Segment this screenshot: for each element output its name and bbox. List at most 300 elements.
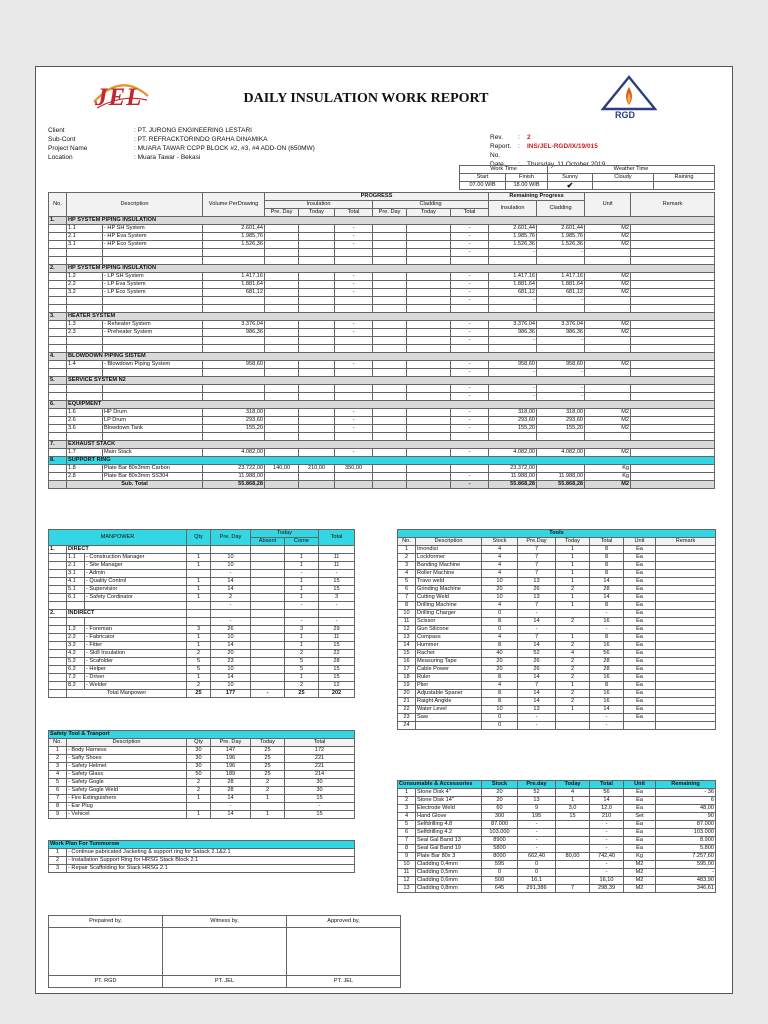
empty-cell [211, 610, 251, 618]
consum-total: 16,10 [590, 877, 624, 885]
safety-desc: - Safety Glass [67, 771, 187, 779]
unit: M2 [585, 241, 631, 249]
empty-cell [489, 257, 537, 265]
safety-today: 25 [251, 771, 285, 779]
tool-remark [656, 578, 716, 586]
role-code: 3.2 [67, 642, 85, 650]
empty-cell [67, 257, 103, 265]
qty: 1 [187, 578, 211, 586]
progress-no-cell [49, 408, 67, 416]
empty-cell [49, 432, 67, 440]
item-description [103, 336, 203, 344]
consum-pre: - [518, 829, 556, 837]
progress-no-cell [49, 424, 67, 432]
tool-desc: Hummer [416, 642, 482, 650]
tools-col-unit: Unit [624, 538, 656, 546]
tool-no: 16 [398, 658, 416, 666]
come: 1 [285, 634, 319, 642]
rem-cladding: 681,12 [537, 288, 585, 296]
spacer [49, 594, 67, 602]
clad-pre [373, 320, 407, 328]
absent [251, 666, 285, 674]
tool-unit: Ea [624, 602, 656, 610]
spacer [49, 554, 67, 562]
empty-cell [585, 257, 631, 265]
empty-cell [537, 344, 585, 352]
work-time-header: Work Time [460, 166, 548, 174]
item-description: Main Stack [103, 448, 203, 456]
volume: 155,20 [203, 424, 265, 432]
tool-pre: 14 [518, 642, 556, 650]
consum-remaining: 87.000 [656, 821, 716, 829]
progress-no-cell [49, 233, 67, 241]
absent [251, 634, 285, 642]
rem-insulation: 3.376,04 [489, 320, 537, 328]
tool-total: 16 [590, 618, 624, 626]
role-code: 6.2 [67, 666, 85, 674]
ins-pre [265, 328, 299, 336]
consum-no: 2 [398, 797, 416, 805]
clad-total: - [451, 328, 489, 336]
manpower-row [49, 626, 355, 634]
tool-remark [656, 618, 716, 626]
role-code: 3.1 [67, 570, 85, 578]
safety-desc: - Fire Extinguishers [67, 795, 187, 803]
pre-day: 10 [211, 634, 251, 642]
tool-total: 16 [590, 690, 624, 698]
consum-pre: 52 [518, 789, 556, 797]
safety-qty: 30 [187, 763, 211, 771]
ins-total: - [335, 424, 373, 432]
tool-no: 3 [398, 562, 416, 570]
empty-cell [319, 546, 355, 554]
role-name: - Foreman [85, 626, 187, 634]
tool-pre: 26 [518, 658, 556, 666]
absent [251, 682, 285, 690]
empty-row [49, 344, 715, 352]
consum-total: - [590, 821, 624, 829]
tool-desc: Saw [416, 714, 482, 722]
consum-pre: 13 [518, 797, 556, 805]
consum-desc: Seal Gal Band 13 [416, 837, 482, 845]
spacer [49, 690, 67, 698]
tools-col-no: No. [398, 538, 416, 546]
unit: M2 [585, 233, 631, 241]
info-key: Project Name [48, 145, 88, 152]
rem-insulation: 155,20 [489, 424, 537, 432]
col-remaining: Remaining Progress [489, 193, 585, 201]
clad-pre [373, 272, 407, 280]
consum-today: 1 [556, 797, 590, 805]
tool-today: 2 [556, 618, 590, 626]
tool-stock: 0 [482, 722, 518, 730]
unit: Kg [585, 472, 631, 480]
rev-row [458, 133, 716, 142]
consum-unit: M2 [624, 877, 656, 885]
empty-row [49, 304, 715, 312]
empty-cell [265, 257, 299, 265]
tool-remark [656, 570, 716, 578]
section-number: 8. [49, 456, 67, 464]
tool-row [398, 650, 716, 658]
rem-insulation: 4.082,00 [489, 448, 537, 456]
role-code: 2.2 [67, 634, 85, 642]
unit [585, 368, 631, 376]
tools-col-total: Total [590, 538, 624, 546]
role-name: - Admin [85, 570, 187, 578]
role-code: 2.1 [67, 562, 85, 570]
consum-stock: 300 [482, 813, 518, 821]
clad-total: - [451, 280, 489, 288]
safety-total: 172 [285, 747, 355, 755]
clad-total: - [451, 320, 489, 328]
volume: 55.868,28 [203, 480, 265, 488]
empty-cell [451, 304, 489, 312]
safety-pre: 196 [211, 763, 251, 771]
prepared-company: PT. RGD [49, 976, 163, 988]
consum-stock: 595 [482, 861, 518, 869]
safety-desc: - Safety Gogle [67, 779, 187, 787]
tool-total: - [590, 610, 624, 618]
unit: M2 [585, 360, 631, 368]
clad-total: - [451, 225, 489, 233]
section-number: 5. [49, 376, 67, 384]
rev-colon: : [518, 143, 520, 150]
tool-remark [656, 706, 716, 714]
consum-stock: 500 [482, 877, 518, 885]
clad-total: - [451, 392, 489, 400]
unit [585, 392, 631, 400]
tool-pre: 7 [518, 682, 556, 690]
ins-today [299, 225, 335, 233]
tool-unit: Ea [624, 714, 656, 722]
role-name: - Scafolder [85, 658, 187, 666]
rem-insulation: 293,60 [489, 416, 537, 424]
item-description: HP Drum [103, 408, 203, 416]
unit: M2 [585, 328, 631, 336]
empty-cell [373, 304, 407, 312]
ins-pre: 140,00 [265, 464, 299, 472]
col-total: Total [319, 530, 355, 546]
safety-row [49, 755, 355, 763]
consum-desc: Electrode Weld [416, 805, 482, 813]
clad-pre [373, 360, 407, 368]
pre-day: 2 [211, 594, 251, 602]
progress-no-cell [49, 336, 67, 344]
safety-total: 214 [285, 771, 355, 779]
ins-pre [265, 448, 299, 456]
tool-total: - [590, 714, 624, 722]
workplan-row [49, 849, 355, 857]
spacer [49, 618, 67, 626]
role-name: - Driver [85, 674, 187, 682]
remark [631, 424, 715, 432]
tool-desc: Water Level [416, 706, 482, 714]
safety-table [48, 730, 355, 819]
unit: M2 [585, 408, 631, 416]
progress-row [49, 424, 715, 432]
rem-insulation: 2.601,44 [489, 225, 537, 233]
progress-row [49, 280, 715, 288]
item-code [67, 392, 103, 400]
consum-unit: Set [624, 813, 656, 821]
safety-no: 9 [49, 811, 67, 819]
tools-header-row [398, 538, 716, 546]
unit [585, 296, 631, 304]
ins-pre [265, 249, 299, 257]
consum-pre: 195 [518, 813, 556, 821]
safety-today: 2 [251, 787, 285, 795]
absent [251, 594, 285, 602]
section-row [49, 264, 715, 272]
remark [631, 249, 715, 257]
tool-stock: 4 [482, 602, 518, 610]
tool-today [556, 610, 590, 618]
rem-cladding: 55.868,28 [537, 480, 585, 488]
safety-today: 25 [251, 763, 285, 771]
safety-desc: - Vehicel [67, 811, 187, 819]
consum-today [556, 861, 590, 869]
tool-no: 22 [398, 706, 416, 714]
ins-pre [265, 233, 299, 241]
item-code: 3.2 [67, 288, 103, 296]
role-code [67, 618, 85, 626]
rem-cladding: - [537, 384, 585, 392]
rgd-logo-text: RGD [615, 110, 635, 120]
col-qty: Qty [187, 530, 211, 546]
ins-pre [265, 368, 299, 376]
consum-unit: Ea [624, 821, 656, 829]
safety-today [251, 803, 285, 811]
consum-desc: Stone Disk 14" [416, 797, 482, 805]
safety-row [49, 779, 355, 787]
remark [631, 320, 715, 328]
approved-signature [287, 928, 401, 976]
ins-today [299, 392, 335, 400]
absent [251, 570, 285, 578]
unit: Kg [585, 464, 631, 472]
tool-total: 16 [590, 674, 624, 682]
ins-total [335, 392, 373, 400]
pre-day: - [211, 570, 251, 578]
qty [187, 602, 211, 610]
empty-cell [299, 257, 335, 265]
cloudy-header: Cloudy [593, 174, 654, 182]
volume: 23.722,00 [203, 464, 265, 472]
role-code: 8.2 [67, 682, 85, 690]
tool-pre: 14 [518, 618, 556, 626]
tool-stock: 8 [482, 642, 518, 650]
consum-total: 56 [590, 789, 624, 797]
tool-stock: 4 [482, 554, 518, 562]
remark [631, 480, 715, 488]
info-key: Sub-Cont [48, 136, 76, 143]
role-name: - Fabricator [85, 634, 187, 642]
tools-col-remark: Remark [656, 538, 716, 546]
safety-qty: 1 [187, 811, 211, 819]
tool-remark [656, 722, 716, 730]
clad-total: - [451, 296, 489, 304]
safety-pre: - [211, 803, 251, 811]
come: 5 [285, 658, 319, 666]
rem-cladding: 155,20 [537, 424, 585, 432]
tool-no: 10 [398, 610, 416, 618]
col-today: Today [251, 530, 319, 538]
rev-value: Thursday, 11 October 2019 [527, 161, 606, 168]
tool-pre: 7 [518, 570, 556, 578]
item-code: 1.1 [67, 225, 103, 233]
clad-pre [373, 392, 407, 400]
safety-row [49, 771, 355, 779]
tool-desc: Cable Power [416, 666, 482, 674]
consum-remaining: 90 [656, 813, 716, 821]
consum-col-stock: Stock [482, 781, 518, 789]
empty-cell [67, 344, 103, 352]
qty: 1 [187, 594, 211, 602]
tool-total: 28 [590, 586, 624, 594]
tool-row [398, 554, 716, 562]
volume: 1.881,64 [203, 280, 265, 288]
rem-insulation: 55.868,28 [489, 480, 537, 488]
consum-total: - [590, 829, 624, 837]
raining-header: Raining [654, 174, 715, 182]
tool-no: 12 [398, 626, 416, 634]
ins-today [299, 472, 335, 480]
clad-pre [373, 328, 407, 336]
role-code: 6.1 [67, 594, 85, 602]
total: 15 [319, 642, 355, 650]
tool-total: - [590, 626, 624, 634]
item-description [103, 296, 203, 304]
tools-title: Tools [398, 530, 716, 538]
approved-by-label: Approved by, [287, 916, 401, 928]
progress-no-cell [49, 241, 67, 249]
empty-cell [285, 546, 319, 554]
tool-today [556, 714, 590, 722]
progress-row [49, 472, 715, 480]
consum-remaining: 595,00 [656, 861, 716, 869]
ins-today [299, 233, 335, 241]
manpower-row [49, 570, 355, 578]
safety-today: 25 [251, 755, 285, 763]
ins-today [299, 336, 335, 344]
ins-pre [265, 225, 299, 233]
tool-row [398, 546, 716, 554]
remark [631, 233, 715, 241]
section-title: EQUIPMENT [67, 400, 715, 408]
spacer [49, 602, 67, 610]
tool-pre: 14 [518, 698, 556, 706]
consum-desc: Selfdrilling 4.8 [416, 821, 482, 829]
manpower-row [49, 650, 355, 658]
total: - [319, 602, 355, 610]
come: - [285, 602, 319, 610]
empty-cell [537, 304, 585, 312]
rem-insulation: - [489, 336, 537, 344]
ins-pre [265, 360, 299, 368]
col-description: Description [67, 193, 203, 217]
spacer [49, 658, 67, 666]
volume: 4.082,00 [203, 448, 265, 456]
tool-pre: 7 [518, 602, 556, 610]
tool-row [398, 562, 716, 570]
remark [631, 392, 715, 400]
tool-unit: Ea [624, 666, 656, 674]
tool-remark [656, 682, 716, 690]
qty [187, 570, 211, 578]
manpower-table [48, 529, 355, 698]
safety-pre: 28 [211, 779, 251, 787]
ins-total: - [335, 272, 373, 280]
total: 29 [319, 626, 355, 634]
consum-col-total: Total [590, 781, 624, 789]
safety-pre: 147 [211, 747, 251, 755]
tool-today: 1 [556, 546, 590, 554]
empty-cell [319, 610, 355, 618]
empty-cell [103, 344, 203, 352]
empty-cell [299, 304, 335, 312]
tool-remark [656, 554, 716, 562]
tool-total: 8 [590, 602, 624, 610]
consum-no: 3 [398, 805, 416, 813]
progress-row [49, 272, 715, 280]
tool-stock: 8 [482, 618, 518, 626]
pre-day: 14 [211, 674, 251, 682]
safety-today: 25 [251, 747, 285, 755]
safety-qty: 50 [187, 771, 211, 779]
section-number: 2. [49, 610, 67, 618]
tool-today: 2 [556, 642, 590, 650]
absent [251, 658, 285, 666]
col-insulation: Insulation [265, 201, 373, 209]
progress-no-cell [49, 328, 67, 336]
section-row [49, 456, 715, 464]
plan-text: - Continue pabricated Jacketing & support ring for Satack 2.1&2.1 [67, 849, 355, 857]
tool-today [556, 626, 590, 634]
consum-stock: 87.000 [482, 821, 518, 829]
tool-stock: 10 [482, 578, 518, 586]
item-code: 1.3 [67, 320, 103, 328]
rem-cladding: 1.526,36 [537, 241, 585, 249]
qty: 1 [187, 586, 211, 594]
witness-by-label: Witness by, [163, 916, 287, 928]
consum-row [398, 813, 716, 821]
clad-today [407, 320, 451, 328]
consum-remaining: 103.000 [656, 829, 716, 837]
clad-today [407, 288, 451, 296]
safety-pre: 196 [211, 755, 251, 763]
clad-pre [373, 249, 407, 257]
progress-no-cell [49, 249, 67, 257]
safety-no: 4 [49, 771, 67, 779]
role-name: - Quality Control [85, 578, 187, 586]
remark [631, 288, 715, 296]
workplan-title: Work Plan For Tummorow [49, 841, 355, 849]
tool-today: 1 [556, 562, 590, 570]
empty-cell [631, 304, 715, 312]
absent [251, 674, 285, 682]
empty-cell [373, 344, 407, 352]
consum-today [556, 869, 590, 877]
tool-total: 14 [590, 578, 624, 586]
col-pre-day: Pre. Day [211, 530, 251, 546]
rev-key: Report. No. [490, 143, 512, 159]
consum-no: 6 [398, 829, 416, 837]
remark [631, 296, 715, 304]
tool-unit: Ea [624, 594, 656, 602]
volume: 318,00 [203, 408, 265, 416]
consum-unit: Ea [624, 789, 656, 797]
